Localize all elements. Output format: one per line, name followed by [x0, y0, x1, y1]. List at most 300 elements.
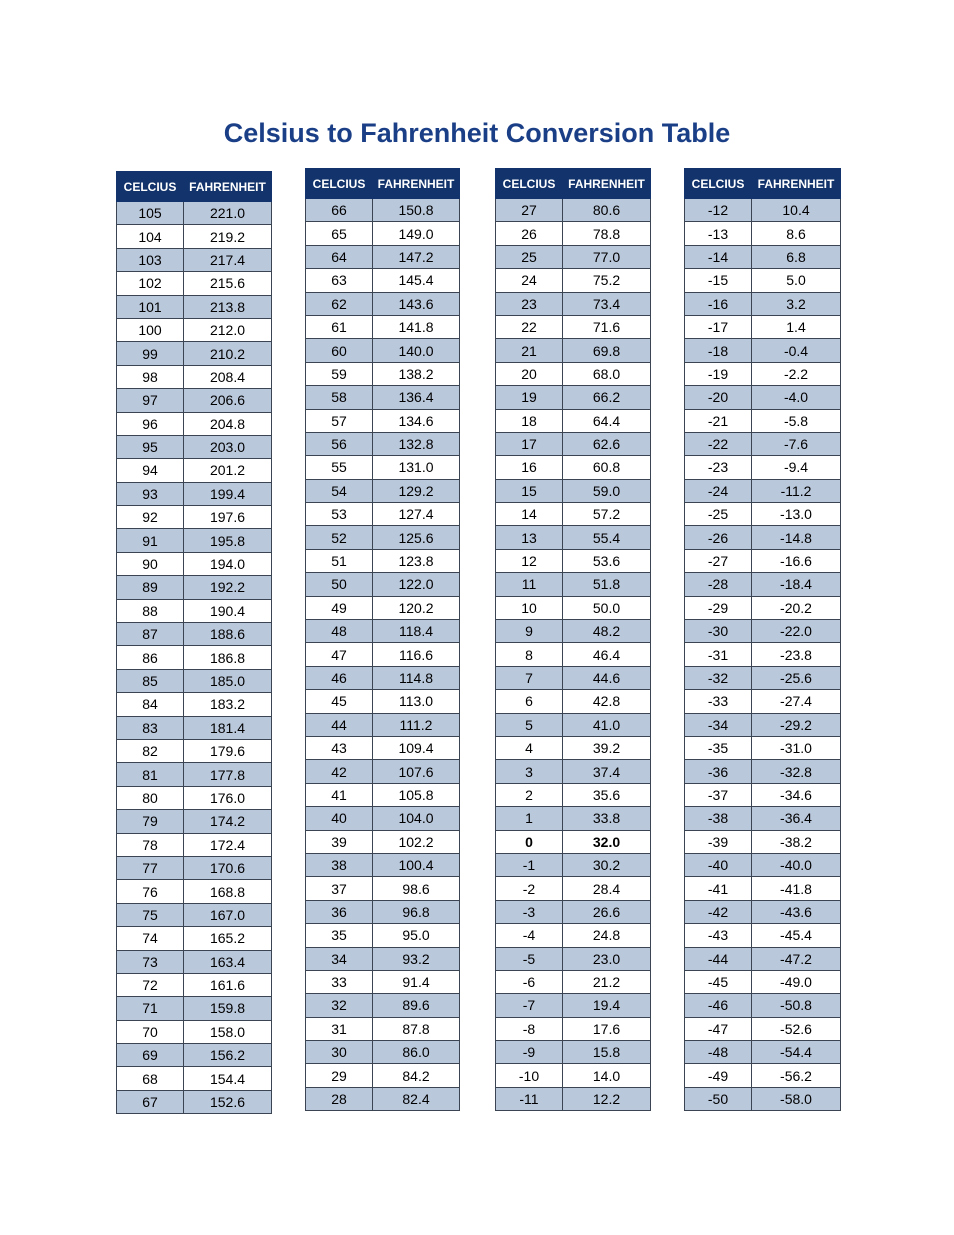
fahrenheit-cell: 140.0 — [373, 339, 460, 362]
celsius-cell: -10 — [496, 1064, 563, 1087]
fahrenheit-cell: 156.2 — [184, 1044, 272, 1067]
table-row — [685, 830, 841, 853]
table-row — [496, 760, 651, 783]
fahrenheit-cell: 150.8 — [373, 199, 460, 222]
table-row — [685, 783, 841, 806]
fahrenheit-cell: 44.6 — [563, 666, 651, 689]
fahrenheit-cell: 210.2 — [184, 342, 272, 365]
celsius-cell: 33 — [306, 970, 373, 993]
table-row — [306, 362, 460, 385]
celsius-cell: -14 — [685, 245, 752, 268]
table-row — [306, 760, 460, 783]
table-row — [496, 807, 651, 830]
table-row — [496, 549, 651, 572]
table-row — [496, 292, 651, 315]
table-row — [117, 997, 272, 1020]
fahrenheit-cell: -0.4 — [752, 339, 841, 362]
table-row — [117, 576, 272, 599]
celsius-cell: 37 — [306, 877, 373, 900]
celsius-cell: 5 — [496, 713, 563, 736]
fahrenheit-cell: 221.0 — [184, 202, 272, 225]
table-row — [685, 713, 841, 736]
fahrenheit-cell: 215.6 — [184, 272, 272, 295]
fahrenheit-cell: 168.8 — [184, 880, 272, 903]
fahrenheit-cell: 212.0 — [184, 318, 272, 341]
fahrenheit-cell: -27.4 — [752, 690, 841, 713]
fahrenheit-cell: 158.0 — [184, 1020, 272, 1043]
fahrenheit-cell: 50.0 — [563, 596, 651, 619]
fahrenheit-cell: 183.2 — [184, 693, 272, 716]
table-row — [306, 596, 460, 619]
fahrenheit-cell: 114.8 — [373, 666, 460, 689]
table-row — [496, 994, 651, 1017]
fahrenheit-cell: 199.4 — [184, 482, 272, 505]
fahrenheit-cell: 194.0 — [184, 552, 272, 575]
table-row — [306, 526, 460, 549]
table-row — [117, 318, 272, 341]
celsius-cell: 2 — [496, 783, 563, 806]
fahrenheit-cell: -16.6 — [752, 549, 841, 572]
celsius-header: CELCIUS — [685, 169, 752, 199]
fahrenheit-cell: 176.0 — [184, 786, 272, 809]
fahrenheit-cell: 111.2 — [373, 713, 460, 736]
celsius-cell: 32 — [306, 994, 373, 1017]
fahrenheit-cell: 86.0 — [373, 1041, 460, 1064]
table-row — [306, 456, 460, 479]
fahrenheit-cell: -36.4 — [752, 807, 841, 830]
fahrenheit-cell: 190.4 — [184, 599, 272, 622]
fahrenheit-cell: 8.6 — [752, 222, 841, 245]
celsius-cell: 6 — [496, 690, 563, 713]
table-row — [306, 690, 460, 713]
table-row — [117, 1067, 272, 1090]
celsius-cell: 83 — [117, 716, 184, 739]
fahrenheit-cell: 55.4 — [563, 526, 651, 549]
fahrenheit-cell: -38.2 — [752, 830, 841, 853]
celsius-cell: 30 — [306, 1041, 373, 1064]
table-row — [306, 573, 460, 596]
table-row — [117, 1090, 272, 1113]
fahrenheit-header: FAHRENHEIT — [563, 169, 651, 199]
celsius-cell: 43 — [306, 736, 373, 759]
celsius-cell: 18 — [496, 409, 563, 432]
table-row — [306, 853, 460, 876]
celsius-cell: 101 — [117, 295, 184, 318]
fahrenheit-cell: 10.4 — [752, 199, 841, 222]
table-row — [117, 693, 272, 716]
fahrenheit-cell: 1.4 — [752, 315, 841, 338]
celsius-header: CELCIUS — [306, 169, 373, 199]
table-row — [306, 643, 460, 666]
table-row — [685, 503, 841, 526]
table-row — [117, 1044, 272, 1067]
celsius-cell: 95 — [117, 435, 184, 458]
celsius-cell: 22 — [496, 315, 563, 338]
table-row — [496, 924, 651, 947]
table-row — [306, 1017, 460, 1040]
fahrenheit-cell: 125.6 — [373, 526, 460, 549]
fahrenheit-cell: 77.0 — [563, 245, 651, 268]
fahrenheit-cell: 91.4 — [373, 970, 460, 993]
table-row — [496, 783, 651, 806]
celsius-cell: 70 — [117, 1020, 184, 1043]
fahrenheit-cell: 206.6 — [184, 389, 272, 412]
fahrenheit-cell: -31.0 — [752, 736, 841, 759]
celsius-cell: 31 — [306, 1017, 373, 1040]
fahrenheit-cell: 42.8 — [563, 690, 651, 713]
table-row — [306, 994, 460, 1017]
table-row — [496, 1064, 651, 1087]
table-row — [496, 269, 651, 292]
celsius-cell: 14 — [496, 503, 563, 526]
celsius-cell: 81 — [117, 763, 184, 786]
fahrenheit-cell: 26.6 — [563, 900, 651, 923]
table-row — [496, 339, 651, 362]
celsius-cell: 16 — [496, 456, 563, 479]
celsius-cell: -29 — [685, 596, 752, 619]
fahrenheit-cell: -5.8 — [752, 409, 841, 432]
table-row — [306, 620, 460, 643]
celsius-cell: 7 — [496, 666, 563, 689]
fahrenheit-header: FAHRENHEIT — [373, 169, 460, 199]
fahrenheit-cell: -7.6 — [752, 432, 841, 455]
table-row — [496, 736, 651, 759]
celsius-cell: -8 — [496, 1017, 563, 1040]
table-row — [306, 877, 460, 900]
fahrenheit-cell: 98.6 — [373, 877, 460, 900]
celsius-cell: 98 — [117, 365, 184, 388]
fahrenheit-cell: 23.0 — [563, 947, 651, 970]
celsius-cell: -50 — [685, 1087, 752, 1110]
fahrenheit-cell: -52.6 — [752, 1017, 841, 1040]
table-row — [496, 596, 651, 619]
fahrenheit-cell: 35.6 — [563, 783, 651, 806]
table-row — [306, 269, 460, 292]
table-row — [306, 222, 460, 245]
table-header-row — [685, 169, 841, 199]
celsius-cell: 73 — [117, 950, 184, 973]
fahrenheit-cell: 100.4 — [373, 853, 460, 876]
celsius-cell: -24 — [685, 479, 752, 502]
fahrenheit-cell: 149.0 — [373, 222, 460, 245]
celsius-cell: -2 — [496, 877, 563, 900]
celsius-cell: 84 — [117, 693, 184, 716]
celsius-cell: -23 — [685, 456, 752, 479]
celsius-cell: 49 — [306, 596, 373, 619]
table-row — [496, 245, 651, 268]
celsius-cell: 8 — [496, 643, 563, 666]
fahrenheit-cell: 134.6 — [373, 409, 460, 432]
celsius-cell: -15 — [685, 269, 752, 292]
celsius-cell: 82 — [117, 739, 184, 762]
fahrenheit-cell: -58.0 — [752, 1087, 841, 1110]
table-row — [306, 1087, 460, 1110]
fahrenheit-cell: -11.2 — [752, 479, 841, 502]
table-row — [496, 503, 651, 526]
celsius-cell: 69 — [117, 1044, 184, 1067]
celsius-cell: -17 — [685, 315, 752, 338]
celsius-cell: 65 — [306, 222, 373, 245]
table-row — [306, 900, 460, 923]
table-row — [306, 479, 460, 502]
table-row — [306, 199, 460, 222]
table-row — [685, 409, 841, 432]
fahrenheit-cell: 186.8 — [184, 646, 272, 669]
celsius-cell: 92 — [117, 506, 184, 529]
table-row — [685, 1064, 841, 1087]
celsius-cell: 72 — [117, 973, 184, 996]
fahrenheit-cell: -56.2 — [752, 1064, 841, 1087]
celsius-cell: 11 — [496, 573, 563, 596]
celsius-cell: 105 — [117, 202, 184, 225]
celsius-cell: 45 — [306, 690, 373, 713]
celsius-cell: -26 — [685, 526, 752, 549]
fahrenheit-cell: -32.8 — [752, 760, 841, 783]
table-row — [117, 786, 272, 809]
celsius-cell: -25 — [685, 503, 752, 526]
celsius-cell: -30 — [685, 620, 752, 643]
table-row — [306, 432, 460, 455]
page-title: Celsius to Fahrenheit Conversion Table — [223, 118, 731, 149]
celsius-cell: 0 — [496, 830, 563, 853]
celsius-cell: 50 — [306, 573, 373, 596]
table-row — [117, 389, 272, 412]
table-row — [496, 947, 651, 970]
celsius-cell: 104 — [117, 225, 184, 248]
fahrenheit-cell: 123.8 — [373, 549, 460, 572]
celsius-header: CELCIUS — [117, 172, 184, 202]
celsius-cell: -38 — [685, 807, 752, 830]
table-row — [685, 666, 841, 689]
table-row — [117, 716, 272, 739]
celsius-cell: 47 — [306, 643, 373, 666]
fahrenheit-cell: 104.0 — [373, 807, 460, 830]
fahrenheit-cell: -2.2 — [752, 362, 841, 385]
celsius-cell: -33 — [685, 690, 752, 713]
fahrenheit-cell: 131.0 — [373, 456, 460, 479]
fahrenheit-cell: 197.6 — [184, 506, 272, 529]
fahrenheit-cell: -41.8 — [752, 877, 841, 900]
table-row — [496, 643, 651, 666]
fahrenheit-cell: -49.0 — [752, 970, 841, 993]
fahrenheit-cell: 87.8 — [373, 1017, 460, 1040]
table-row — [496, 970, 651, 993]
table-row — [306, 409, 460, 432]
table-row — [306, 1064, 460, 1087]
fahrenheit-cell: 185.0 — [184, 669, 272, 692]
celsius-cell: 53 — [306, 503, 373, 526]
fahrenheit-cell: -47.2 — [752, 947, 841, 970]
fahrenheit-cell: 116.6 — [373, 643, 460, 666]
table-row — [117, 669, 272, 692]
table-row — [496, 526, 651, 549]
fahrenheit-cell: -13.0 — [752, 503, 841, 526]
fahrenheit-cell: 138.2 — [373, 362, 460, 385]
celsius-cell: 9 — [496, 620, 563, 643]
celsius-cell: -41 — [685, 877, 752, 900]
celsius-cell: 39 — [306, 830, 373, 853]
celsius-cell: 58 — [306, 386, 373, 409]
fahrenheit-cell: 129.2 — [373, 479, 460, 502]
celsius-cell: 100 — [117, 318, 184, 341]
table-row — [117, 623, 272, 646]
table-row — [306, 245, 460, 268]
celsius-cell: 76 — [117, 880, 184, 903]
fahrenheit-cell: 107.6 — [373, 760, 460, 783]
celsius-cell: 42 — [306, 760, 373, 783]
table-row — [117, 225, 272, 248]
fahrenheit-cell: 12.2 — [563, 1087, 651, 1110]
celsius-cell: 86 — [117, 646, 184, 669]
table-row — [117, 973, 272, 996]
table-row — [306, 970, 460, 993]
table-row — [685, 479, 841, 502]
table-row — [496, 362, 651, 385]
celsius-cell: 85 — [117, 669, 184, 692]
table-row — [306, 315, 460, 338]
fahrenheit-cell: -43.6 — [752, 900, 841, 923]
table-row — [685, 1041, 841, 1064]
fahrenheit-cell: 154.4 — [184, 1067, 272, 1090]
table-row — [685, 900, 841, 923]
celsius-cell: 3 — [496, 760, 563, 783]
fahrenheit-cell: 82.4 — [373, 1087, 460, 1110]
table-row — [306, 386, 460, 409]
fahrenheit-cell: 39.2 — [563, 736, 651, 759]
celsius-cell: -45 — [685, 970, 752, 993]
table-row — [496, 1017, 651, 1040]
table-row — [117, 202, 272, 225]
fahrenheit-cell: -23.8 — [752, 643, 841, 666]
table-row — [685, 573, 841, 596]
fahrenheit-cell: 132.8 — [373, 432, 460, 455]
celsius-cell: 68 — [117, 1067, 184, 1090]
fahrenheit-cell: 170.6 — [184, 856, 272, 879]
table-row — [306, 339, 460, 362]
table-row — [117, 739, 272, 762]
table-row — [117, 856, 272, 879]
fahrenheit-cell: 6.8 — [752, 245, 841, 268]
fahrenheit-cell: 145.4 — [373, 269, 460, 292]
celsius-cell: -49 — [685, 1064, 752, 1087]
celsius-cell: 35 — [306, 924, 373, 947]
table-row — [496, 666, 651, 689]
celsius-cell: -34 — [685, 713, 752, 736]
celsius-cell: 80 — [117, 786, 184, 809]
table-row — [496, 386, 651, 409]
table-row — [117, 412, 272, 435]
celsius-cell: 36 — [306, 900, 373, 923]
fahrenheit-cell: -25.6 — [752, 666, 841, 689]
fahrenheit-cell: 105.8 — [373, 783, 460, 806]
table-row — [685, 620, 841, 643]
table-header-row — [496, 169, 651, 199]
fahrenheit-cell: 66.2 — [563, 386, 651, 409]
table-row — [685, 245, 841, 268]
celsius-cell: -31 — [685, 643, 752, 666]
fahrenheit-cell: 147.2 — [373, 245, 460, 268]
fahrenheit-cell: 89.6 — [373, 994, 460, 1017]
fahrenheit-cell: 53.6 — [563, 549, 651, 572]
fahrenheit-cell: -29.2 — [752, 713, 841, 736]
celsius-cell: 29 — [306, 1064, 373, 1087]
celsius-cell: 12 — [496, 549, 563, 572]
fahrenheit-cell: 24.8 — [563, 924, 651, 947]
table-row — [685, 807, 841, 830]
fahrenheit-cell: 59.0 — [563, 479, 651, 502]
fahrenheit-cell: 73.4 — [563, 292, 651, 315]
celsius-cell: 13 — [496, 526, 563, 549]
fahrenheit-cell: 28.4 — [563, 877, 651, 900]
celsius-cell: 61 — [306, 315, 373, 338]
celsius-cell: -40 — [685, 853, 752, 876]
fahrenheit-cell: 19.4 — [563, 994, 651, 1017]
celsius-cell: -36 — [685, 760, 752, 783]
celsius-cell: -12 — [685, 199, 752, 222]
table-row — [117, 810, 272, 833]
table-row — [117, 459, 272, 482]
celsius-cell: -37 — [685, 783, 752, 806]
fahrenheit-cell: 21.2 — [563, 970, 651, 993]
celsius-cell: 28 — [306, 1087, 373, 1110]
celsius-cell: -48 — [685, 1041, 752, 1064]
table-row — [117, 482, 272, 505]
celsius-cell: 17 — [496, 432, 563, 455]
fahrenheit-cell: 188.6 — [184, 623, 272, 646]
conversion-table-4 — [684, 168, 841, 1111]
fahrenheit-cell: 172.4 — [184, 833, 272, 856]
celsius-cell: -20 — [685, 386, 752, 409]
table-row — [685, 924, 841, 947]
table-row — [496, 573, 651, 596]
fahrenheit-cell: -54.4 — [752, 1041, 841, 1064]
celsius-cell: 41 — [306, 783, 373, 806]
celsius-cell: 77 — [117, 856, 184, 879]
celsius-cell: 102 — [117, 272, 184, 295]
celsius-cell: -9 — [496, 1041, 563, 1064]
celsius-cell: 64 — [306, 245, 373, 268]
fahrenheit-cell: 213.8 — [184, 295, 272, 318]
fahrenheit-cell: 192.2 — [184, 576, 272, 599]
fahrenheit-cell: 165.2 — [184, 927, 272, 950]
celsius-cell: 63 — [306, 269, 373, 292]
fahrenheit-cell: 48.2 — [563, 620, 651, 643]
fahrenheit-cell: 159.8 — [184, 997, 272, 1020]
celsius-cell: 48 — [306, 620, 373, 643]
celsius-cell: 55 — [306, 456, 373, 479]
celsius-cell: -4 — [496, 924, 563, 947]
table-row — [496, 620, 651, 643]
fahrenheit-cell: 57.2 — [563, 503, 651, 526]
celsius-cell: 94 — [117, 459, 184, 482]
celsius-cell: -35 — [685, 736, 752, 759]
fahrenheit-cell: 68.0 — [563, 362, 651, 385]
table-row — [117, 903, 272, 926]
table-row — [117, 435, 272, 458]
table-row — [496, 1041, 651, 1064]
fahrenheit-cell: 60.8 — [563, 456, 651, 479]
celsius-cell: 60 — [306, 339, 373, 362]
celsius-cell: 34 — [306, 947, 373, 970]
celsius-cell: 103 — [117, 248, 184, 271]
table-row — [496, 853, 651, 876]
celsius-cell: -18 — [685, 339, 752, 362]
table-row — [117, 529, 272, 552]
celsius-cell: 78 — [117, 833, 184, 856]
celsius-cell: 97 — [117, 389, 184, 412]
table-row — [685, 269, 841, 292]
fahrenheit-cell: 93.2 — [373, 947, 460, 970]
